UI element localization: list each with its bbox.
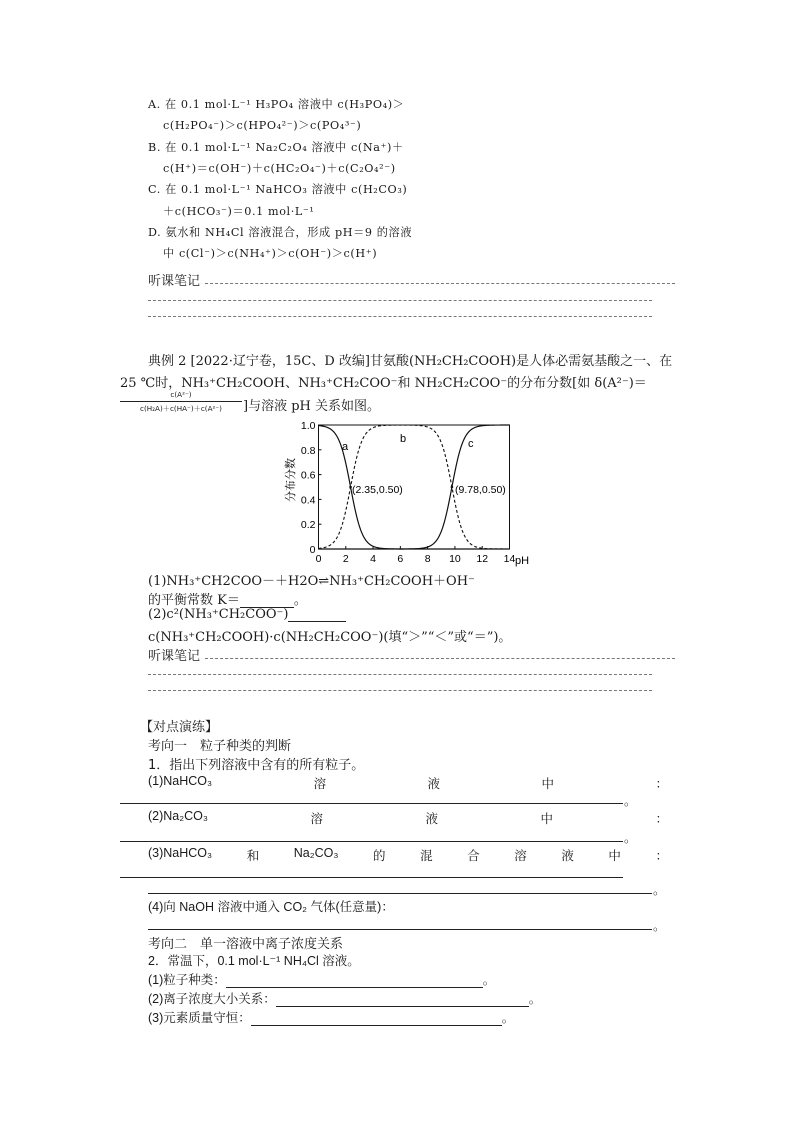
- option-d-line2: 中 c(Cl⁻)＞c(NH₄⁺)＞c(OH⁻)＞c(H⁺): [163, 247, 378, 260]
- part-2-label: (2)离子浓度大小关系：: [148, 992, 276, 1006]
- period: 。: [624, 831, 637, 845]
- y-tick-label: 1.0: [300, 420, 316, 432]
- period: 。: [624, 794, 637, 808]
- spaced-char: 溶: [313, 777, 327, 791]
- spaced-char: 液: [561, 849, 574, 863]
- option-d-line1: D. 氨水和 NH₄Cl 溶液混合，形成 pH＝9 的溶液: [148, 226, 413, 239]
- x-tick-label: 12: [476, 553, 489, 565]
- spaced-char: 的: [373, 849, 386, 863]
- annotation-point-2: (9.78,0.50): [455, 484, 506, 496]
- spaced-char: 中: [540, 812, 553, 826]
- spaced-char: (2)Na₂CO₃: [148, 809, 208, 823]
- option-a-line2: c(H₂PO₄⁻)＞c(HPO₄²⁻)＞c(PO₄³⁻): [163, 119, 362, 132]
- part-2: [148, 989, 541, 1007]
- option-a-line1: A. 在 0.1 mol·L⁻¹ H₃PO₄ 溶液中 c(H₃PO₄)＞: [148, 98, 405, 111]
- answer-line[interactable]: [120, 877, 623, 878]
- note-line: [205, 283, 675, 284]
- spaced-char: (1)NaHCO₃: [148, 774, 213, 788]
- part-3: [148, 1008, 514, 1026]
- part-1: [148, 970, 495, 988]
- series-label-c: c: [468, 438, 474, 450]
- series-label-a: a: [342, 441, 349, 453]
- practice-q1: 1．指出下列溶液中含有的所有粒子。: [148, 758, 365, 773]
- part-1-label: (1)粒子种类：: [148, 973, 226, 987]
- answer-blank[interactable]: [276, 1006, 529, 1007]
- option-c-line2: ＋c(HCO₃⁻)＝0.1 mol·L⁻¹: [163, 205, 315, 218]
- q1-line2: [148, 589, 307, 608]
- q2-line1: [148, 607, 346, 622]
- practice-q2: 2．常温下，0.1 mol·L⁻¹ NH₄Cl 溶液。: [148, 954, 360, 968]
- x-tick-label: 8: [424, 553, 431, 565]
- period: 。: [653, 919, 666, 933]
- answer-blank[interactable]: [226, 987, 483, 988]
- q2-line2: c(NH₃⁺CH₂COOH)·c(NH₂CH₂COO⁻)(填“＞”“＜”或“＝”)。: [148, 630, 512, 645]
- example2-line2: 25 ℃时，NH₃⁺CH₂COOH、NH₃⁺CH₂COO⁻和 NH₂CH₂COO⁻的分布分数[如 δ(A²⁻)＝: [120, 376, 647, 391]
- x-tick-label: 2: [342, 553, 349, 565]
- option-c-line1: C. 在 0.1 mol·L⁻¹ NaHCO₃ 溶液中 c(H₂CO₃): [148, 183, 408, 196]
- answer-line[interactable]: [148, 929, 652, 930]
- fraction-denominator: c(H₂A)＋c(HA⁻)＋c(A²⁻): [140, 404, 222, 413]
- part-3-label: (3)元素质量守恒：: [148, 1011, 251, 1025]
- spaced-char: 合: [467, 849, 480, 863]
- answer-line[interactable]: [120, 803, 623, 804]
- note-line: [205, 658, 675, 659]
- x-axis-label: pH: [515, 555, 530, 567]
- direction-1: 考向一 粒子种类的判断: [148, 739, 292, 754]
- x-tick-label: 6: [397, 553, 404, 565]
- spaced-char: Na₂CO₃: [293, 846, 339, 860]
- distribution-chart: [280, 418, 550, 568]
- q2-text: (2)c²(NH₃⁺CH₂COO⁻): [148, 607, 289, 622]
- fraction-bar: [120, 401, 242, 402]
- q1-period: 。: [293, 593, 307, 608]
- sub-question-3: [148, 846, 668, 864]
- spaced-char: 溶: [514, 849, 527, 863]
- period: 。: [501, 1011, 515, 1025]
- sub-question-2: [148, 809, 668, 827]
- note-line: [148, 690, 652, 691]
- note-line: [148, 300, 652, 301]
- y-tick-label: 0.8: [300, 444, 316, 457]
- y-axis-label: 分布分数: [284, 458, 297, 502]
- y-tick-label: 0: [309, 544, 316, 556]
- practice-header: 【对点演练】: [140, 720, 219, 735]
- q1-text: 的平衡常数 K＝: [148, 593, 240, 608]
- example2-line1: 典例 2 [2022·辽宁卷，15C、D 改编]甘氨酸(NH₂CH₂COOH)是人体必需氨基酸之一、在: [148, 354, 673, 369]
- q1-line1: (1)NH₃⁺CH2COO－＋H2O⇌NH₃⁺CH₂COOH＋OH⁻: [148, 574, 475, 589]
- y-tick-label: 0.6: [300, 469, 316, 482]
- direction-2: 考向二 单一溶液中离子浓度关系: [148, 937, 344, 952]
- period: 。: [528, 992, 542, 1006]
- answer-blank[interactable]: [288, 621, 346, 622]
- spaced-char: 混: [420, 849, 433, 863]
- fraction-numerator: c(A²⁻): [170, 390, 192, 399]
- note-line: [148, 674, 652, 675]
- answer-line[interactable]: [120, 841, 623, 842]
- spaced-char: ：: [655, 849, 668, 863]
- notes-label: 听课笔记: [148, 649, 201, 664]
- x-tick-label: 0: [315, 553, 322, 565]
- y-tick-label: 0.2: [300, 519, 316, 532]
- spaced-char: (3)NaHCO₃: [148, 846, 213, 860]
- spaced-char: 和: [246, 849, 260, 863]
- sub-question-4: (4)向 NaOH 溶液中通入 CO₂ 气体(任意量)：: [148, 900, 394, 914]
- option-b-line1: B. 在 0.1 mol·L⁻¹ Na₂C₂O₄ 溶液中 c(Na⁺)＋: [148, 141, 404, 154]
- notes-label: 听课笔记: [148, 274, 201, 289]
- spaced-char: ：: [655, 777, 668, 791]
- x-tick-label: 4: [370, 553, 376, 565]
- spaced-char: 中: [608, 849, 621, 863]
- example2-line3: ]与溶液 pH 关系如图。: [243, 399, 380, 414]
- note-line: [148, 316, 652, 317]
- option-b-line2: c(H⁺)＝c(OH⁻)＋c(HC₂O₄⁻)＋c(C₂O₄²⁻): [163, 162, 396, 175]
- y-tick-label: 0.4: [300, 494, 316, 507]
- answer-line[interactable]: [148, 893, 652, 894]
- spaced-char: 液: [427, 777, 441, 791]
- spaced-char: 溶: [310, 812, 323, 826]
- x-tick-label: 10: [449, 553, 461, 565]
- annotation-point-1: (2.35,0.50): [352, 484, 403, 496]
- spaced-char: ：: [655, 812, 668, 826]
- sub-question-1: [148, 774, 668, 792]
- period: 。: [653, 883, 666, 897]
- series-label-b: b: [400, 433, 407, 445]
- x-tick-label: 14: [503, 553, 516, 565]
- spaced-char: 液: [425, 812, 438, 826]
- period: 。: [482, 973, 496, 987]
- answer-blank[interactable]: [251, 1025, 502, 1026]
- spaced-char: 中: [541, 777, 555, 791]
